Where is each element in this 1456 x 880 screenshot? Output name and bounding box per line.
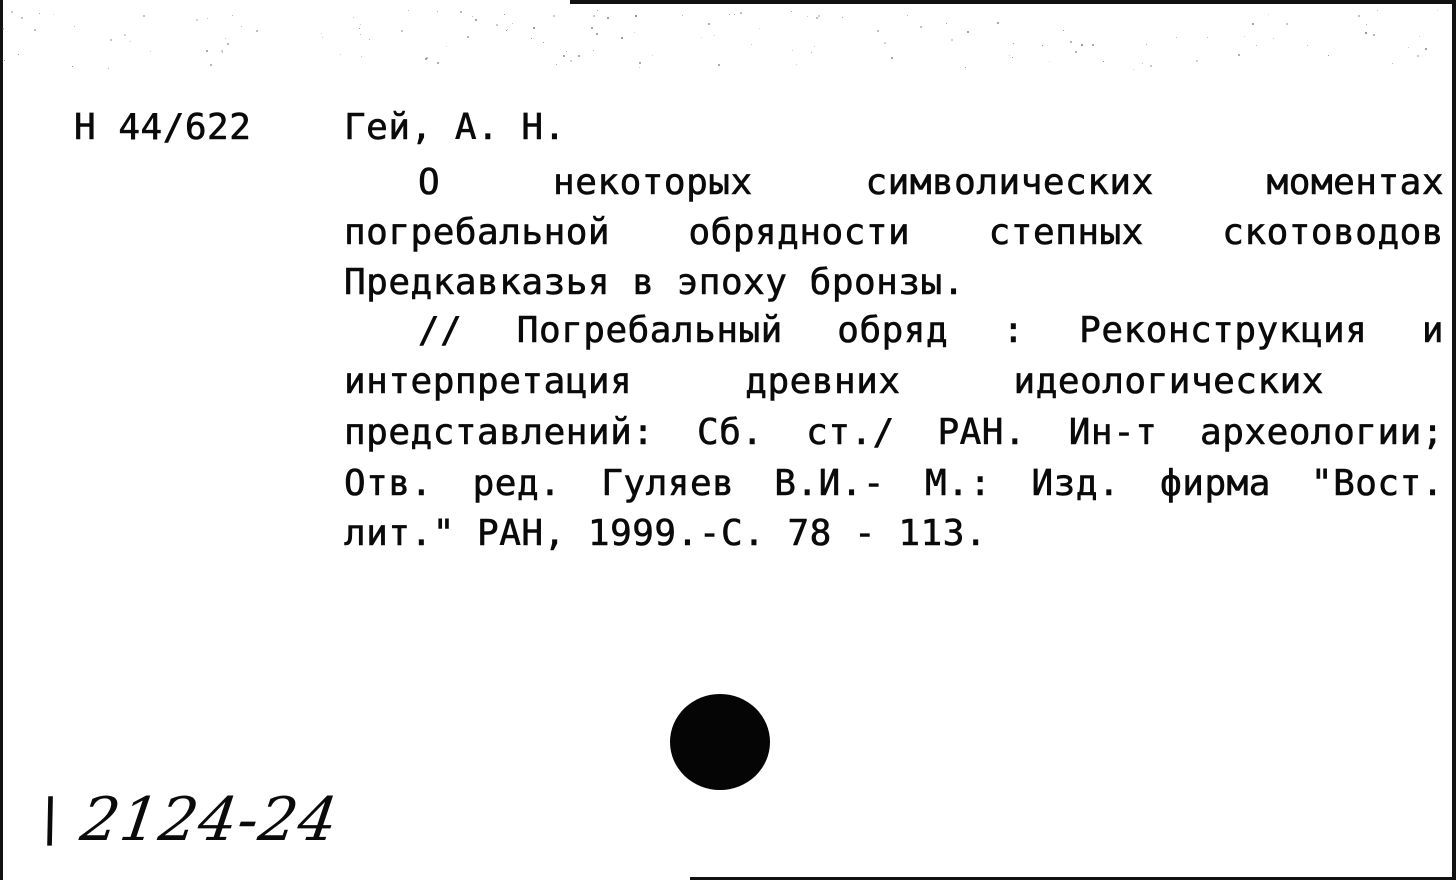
source-word: Изд. (1031, 463, 1121, 504)
scan-speck (425, 58, 427, 60)
source-word: // (418, 310, 463, 351)
scan-speck (227, 43, 229, 45)
scan-speck (143, 15, 145, 17)
scan-speck (596, 33, 598, 35)
scan-speck (884, 42, 886, 44)
scan-speck (353, 17, 354, 18)
scan-speck (108, 68, 109, 69)
scan-speck (1437, 10, 1438, 11)
scan-speck (39, 13, 40, 14)
scan-speck (814, 46, 815, 47)
scan-speck (591, 27, 593, 29)
scan-speck (714, 35, 715, 36)
scan-speck (734, 14, 735, 15)
scan-speck (206, 50, 208, 52)
scan-speck (639, 62, 641, 64)
source-line-4 (344, 463, 1444, 504)
scan-speck (807, 16, 808, 17)
source-word: : (1002, 310, 1025, 351)
scan-speck (1256, 45, 1257, 46)
title-word: погребальной (344, 212, 611, 253)
scan-speck (965, 67, 966, 68)
scan-speck (150, 51, 151, 52)
title-word: моментах (1266, 162, 1444, 203)
scan-speck (818, 15, 820, 17)
scan-speck (1092, 44, 1094, 46)
source-word: фирма (1160, 463, 1271, 504)
source-word: идеологических (1013, 361, 1324, 402)
source-word: Реконструкция (1079, 310, 1368, 351)
title-line-2 (344, 212, 1444, 253)
shelf-mark: Н 44/622 (74, 107, 252, 148)
scan-speck (496, 24, 498, 26)
author-name: Гей, А. Н. (344, 107, 566, 148)
scan-speck (506, 30, 507, 31)
scan-speck (1417, 55, 1419, 57)
scan-speck (639, 67, 640, 68)
scan-speck (1377, 10, 1378, 11)
title-word: О (418, 162, 441, 203)
source-word: представлений: (344, 412, 655, 453)
scan-speck (437, 62, 439, 64)
scan-speck (796, 64, 797, 65)
scan-speck (997, 22, 999, 24)
source-word: ст./ (806, 412, 895, 453)
scan-speck (1146, 44, 1147, 45)
source-word: Гуляев (601, 463, 735, 504)
scan-speck (1070, 41, 1072, 43)
scan-speck (359, 28, 360, 29)
source-word: и (1421, 310, 1444, 351)
scan-speck (504, 14, 505, 15)
scan-speck (18, 54, 19, 55)
scan-speck (360, 24, 361, 25)
scan-speck (1142, 63, 1143, 64)
scan-speck (1081, 44, 1083, 46)
scan-speck (1419, 36, 1420, 37)
scan-speck (472, 16, 473, 17)
source-line-3 (344, 412, 1444, 453)
scan-speck (1009, 55, 1010, 56)
scan-speck (507, 29, 508, 30)
title-word: некоторых (553, 162, 753, 203)
card-border-left (0, 0, 3, 880)
scan-speck (566, 51, 567, 52)
source-word: Ин-т (1068, 412, 1158, 453)
scan-speck (21, 17, 23, 19)
scan-speck (1075, 51, 1077, 53)
scan-speck (361, 56, 362, 57)
scan-speck (467, 36, 469, 38)
title-word: обрядности (688, 212, 911, 253)
scan-speck (791, 11, 792, 12)
source-word: М.: (925, 463, 992, 504)
scan-speck (1150, 65, 1152, 67)
scan-speck (1268, 14, 1269, 15)
scan-speck (221, 50, 223, 52)
scan-speck (1425, 48, 1427, 50)
scan-speck (53, 14, 54, 15)
source-word: ред. (472, 463, 562, 504)
source-word: Погребальный (516, 310, 783, 351)
scan-speck (241, 26, 242, 27)
scan-speck (1244, 36, 1245, 37)
scan-speck (816, 17, 818, 19)
scan-speck (4, 60, 5, 61)
scan-speck (531, 38, 532, 39)
scan-speck (1063, 30, 1064, 31)
card-border-right (1452, 0, 1456, 880)
scan-speck (1133, 69, 1134, 70)
scan-speck (1273, 38, 1274, 39)
scan-speck (1392, 63, 1393, 64)
scan-speck (634, 32, 635, 33)
scan-speck (437, 11, 438, 12)
scan-speck (1366, 24, 1367, 25)
scan-speck (1207, 37, 1208, 38)
scan-speck (842, 17, 843, 18)
scan-speck (946, 23, 947, 24)
scan-speck (207, 18, 208, 19)
scan-speck (1373, 34, 1375, 36)
scan-speck (556, 64, 557, 65)
scan-speck (593, 15, 595, 17)
scan-speck (1176, 37, 1177, 38)
source-line-1 (418, 310, 1444, 351)
scan-speck (1049, 61, 1050, 62)
scan-speck (460, 11, 462, 13)
scan-speck (907, 15, 908, 16)
scan-speck (512, 23, 513, 24)
scan-speck (401, 30, 403, 32)
scan-speck (369, 39, 370, 40)
source-word: археологии; (1200, 412, 1444, 453)
scan-speck (1238, 54, 1240, 56)
scan-speck (751, 44, 752, 45)
scan-speck (340, 54, 341, 55)
scan-speck (563, 55, 565, 57)
scan-speck (124, 34, 126, 36)
scan-speck (729, 14, 730, 15)
scan-speck (967, 31, 969, 33)
scan-speck (360, 34, 361, 35)
scan-speck (543, 42, 544, 43)
scan-speck (1358, 15, 1360, 17)
scan-speck (701, 37, 702, 38)
scan-speck (891, 57, 893, 59)
title-line-3: Предкавказья в эпоху бронзы. (344, 262, 965, 303)
scan-speck (759, 28, 760, 29)
title-word: скотоводов (1222, 212, 1444, 253)
card-border-top (570, 0, 1456, 4)
source-word: обряд (837, 310, 949, 351)
scan-speck (210, 64, 212, 66)
handwritten-inventory-number: \ 2124-24 (35, 785, 343, 855)
scan-speck (446, 46, 447, 47)
scan-speck (718, 64, 720, 66)
scan-speck (1013, 43, 1014, 44)
scan-speck (110, 39, 112, 41)
scan-speck (225, 38, 226, 39)
scan-speck (1328, 55, 1329, 56)
scan-speck (533, 27, 535, 29)
scan-speck (593, 50, 594, 51)
source-line-5: лит." РАН, 1999.-С. 78 - 113. (344, 513, 988, 554)
scan-speck (72, 66, 73, 67)
title-word: степных (988, 212, 1144, 253)
scan-speck (578, 55, 580, 57)
scan-speck (740, 12, 742, 14)
scan-speck (553, 15, 555, 17)
scan-speck (1286, 23, 1288, 25)
scan-speck (1103, 61, 1104, 62)
source-word: "Вост. (1310, 463, 1444, 504)
scan-speck (708, 23, 710, 25)
source-word: интерпретация (344, 361, 633, 402)
scan-speck (11, 11, 13, 13)
scan-speck (652, 55, 653, 56)
scan-speck (1042, 45, 1043, 46)
title-word: символических (865, 162, 1154, 203)
source-word: Отв. (344, 463, 433, 504)
source-word: древних (745, 361, 901, 402)
scan-speck (74, 26, 75, 27)
scan-speck (1012, 57, 1013, 58)
scan-speck (570, 60, 572, 62)
scan-speck (951, 39, 953, 41)
scan-speck (920, 26, 922, 28)
scan-speck (196, 19, 198, 21)
scan-speck (1196, 60, 1198, 62)
punch-hole (670, 694, 770, 790)
source-word: РАН. (937, 412, 1027, 453)
scan-speck (1408, 47, 1409, 48)
scan-speck (1307, 45, 1308, 46)
scan-speck (322, 37, 323, 38)
scan-speck (792, 50, 793, 51)
title-line-1 (418, 162, 1444, 203)
scan-speck (811, 52, 812, 53)
scan-speck (877, 30, 879, 32)
scan-speck (621, 37, 623, 39)
scan-speck (2, 28, 4, 30)
scan-speck (597, 10, 598, 11)
scan-speck (321, 33, 322, 34)
scan-speck (34, 29, 36, 31)
scan-speck (682, 15, 683, 16)
scan-speck (408, 10, 409, 11)
scan-speck (607, 17, 609, 19)
scan-speck (130, 41, 131, 42)
scan-speck (635, 15, 637, 17)
scan-speck (475, 19, 477, 21)
source-word: Сб. (697, 412, 764, 453)
source-word: В.И.- (774, 463, 886, 504)
scan-speck (1365, 32, 1367, 34)
scan-speck (256, 30, 258, 32)
source-line-2 (344, 361, 1324, 402)
scan-speck (222, 52, 223, 53)
scan-speck (232, 15, 233, 16)
scan-speck (1252, 23, 1254, 25)
